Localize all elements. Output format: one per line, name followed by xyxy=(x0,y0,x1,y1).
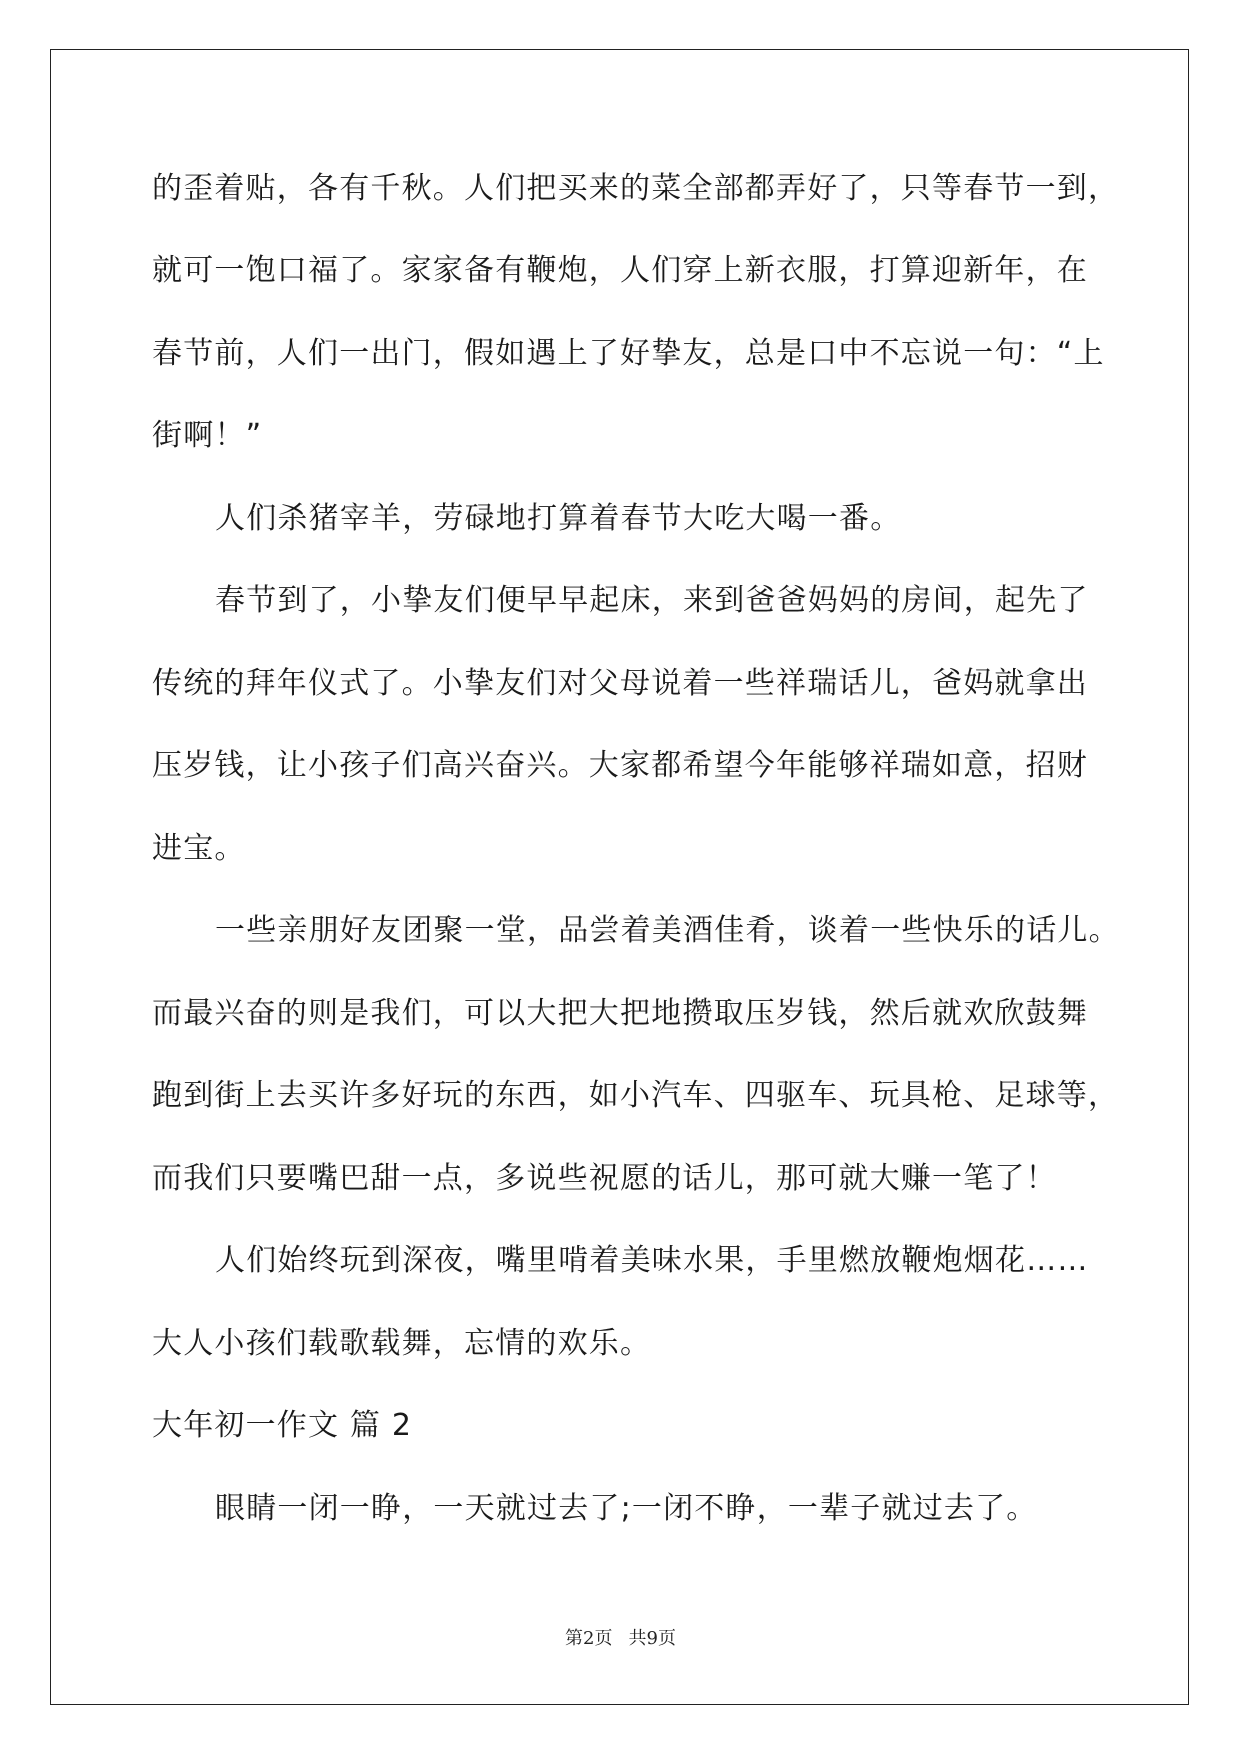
page-total: 共9页 xyxy=(628,1628,676,1649)
page-border xyxy=(50,49,1189,1705)
paragraph-start: 一些亲朋好友团聚一堂，品尝着美酒佳肴，谈着一些快乐的话儿。 xyxy=(215,913,1120,948)
page-footer xyxy=(0,1624,1241,1650)
text-line: 进宝。 xyxy=(152,831,246,866)
text-line: 而最兴奋的则是我们，可以大把大把地攒取压岁钱，然后就欢欣鼓舞 xyxy=(152,996,1088,1031)
section-heading: 大年初一作文 篇 2 xyxy=(152,1408,413,1443)
paragraph-start: 眼睛一闭一睁，一天就过去了;一闭不睁，一辈子就过去了。 xyxy=(215,1491,1038,1526)
text-line: 跑到街上去买许多好玩的东西，如小汽车、四驱车、玩具枪、足球等， xyxy=(152,1078,1120,1113)
page-number: 第2页 xyxy=(565,1628,613,1649)
text-line: 春节前，人们一出门，假如遇上了好挚友，总是口中不忘说一句：“上 xyxy=(152,336,1105,371)
text-line: 传统的拜年仪式了。小挚友们对父母说着一些祥瑞话儿，爸妈就拿出 xyxy=(152,666,1088,701)
paragraph-start: 春节到了，小挚友们便早早起床，来到爸爸妈妈的房间，起先了 xyxy=(215,583,1089,618)
text-line: 的歪着贴，各有千秋。人们把买来的菜全部都弄好了，只等春节一到， xyxy=(152,171,1120,206)
paragraph-start: 人们始终玩到深夜，嘴里啃着美味水果，手里燃放鞭炮烟花…… xyxy=(215,1243,1089,1278)
text-line: 压岁钱，让小孩子们高兴奋兴。大家都希望今年能够祥瑞如意，招财 xyxy=(152,748,1088,783)
text-line: 而我们只要嘴巴甜一点，多说些祝愿的话儿，那可就大赚一笔了！ xyxy=(152,1161,1057,1196)
paragraph-start: 人们杀猪宰羊，劳碌地打算着春节大吃大喝一番。 xyxy=(215,501,902,536)
text-line: 街啊！” xyxy=(152,418,263,453)
text-line: 大人小孩们载歌载舞，忘情的欢乐。 xyxy=(152,1326,652,1361)
text-line: 就可一饱口福了。家家备有鞭炮，人们穿上新衣服，打算迎新年，在 xyxy=(152,253,1088,288)
